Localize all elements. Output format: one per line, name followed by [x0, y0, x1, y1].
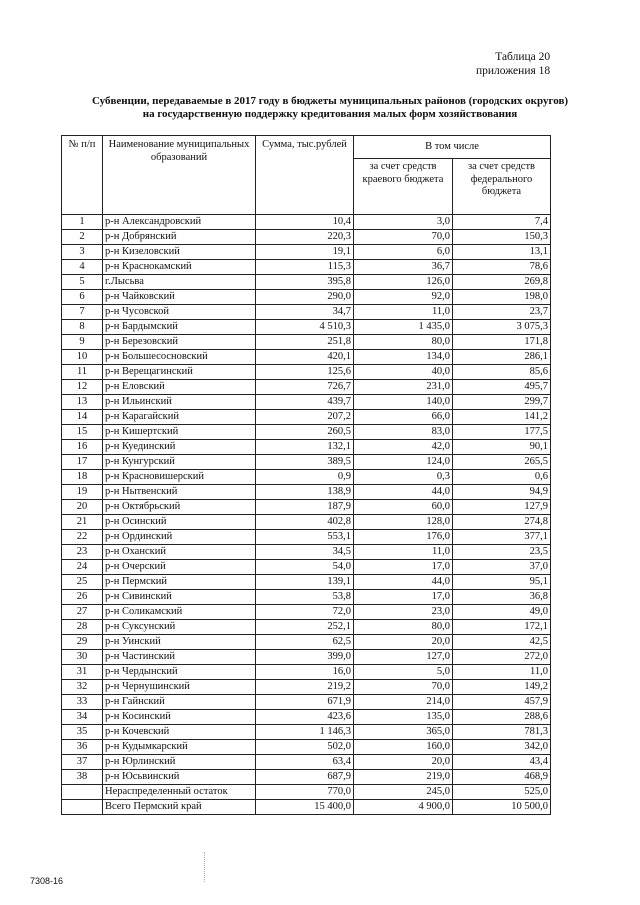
row-number: 32: [62, 680, 103, 695]
document-title: [60, 95, 600, 121]
row-sum: 439,7: [256, 395, 354, 410]
row-federal: 95,1: [453, 575, 551, 590]
row-number: 34: [62, 710, 103, 725]
row-number: [62, 785, 103, 800]
row-sum: 15 400,0: [256, 800, 354, 815]
row-number: 30: [62, 650, 103, 665]
row-sum: 399,0: [256, 650, 354, 665]
row-number: 20: [62, 500, 103, 515]
table-row: [62, 350, 551, 365]
row-name: р-н Пермский: [103, 575, 256, 590]
row-federal: 265,5: [453, 455, 551, 470]
row-regional: 60,0: [354, 500, 453, 515]
row-federal: 85,6: [453, 365, 551, 380]
row-number: 28: [62, 620, 103, 635]
row-name: р-н Кочевский: [103, 725, 256, 740]
row-name: р-н Чайковский: [103, 290, 256, 305]
row-sum: 63,4: [256, 755, 354, 770]
row-regional: 365,0: [354, 725, 453, 740]
row-sum: 553,1: [256, 530, 354, 545]
table-row: [62, 380, 551, 395]
table-row: [62, 680, 551, 695]
table-row: [62, 635, 551, 650]
row-number: 7: [62, 305, 103, 320]
row-regional: 11,0: [354, 305, 453, 320]
row-sum: 260,5: [256, 425, 354, 440]
row-federal: 457,9: [453, 695, 551, 710]
row-sum: 207,2: [256, 410, 354, 425]
row-name: р-н Сивинский: [103, 590, 256, 605]
row-name: р-н Ильинский: [103, 395, 256, 410]
row-regional: 135,0: [354, 710, 453, 725]
row-federal: 288,6: [453, 710, 551, 725]
row-number: 5: [62, 275, 103, 290]
row-sum: 389,5: [256, 455, 354, 470]
row-name: р-н Бардымский: [103, 320, 256, 335]
row-regional: 140,0: [354, 395, 453, 410]
table-row: [62, 245, 551, 260]
row-regional: 219,0: [354, 770, 453, 785]
row-regional: 17,0: [354, 590, 453, 605]
row-sum: 420,1: [256, 350, 354, 365]
row-federal: 272,0: [453, 650, 551, 665]
table-row: [62, 215, 551, 230]
row-federal: 23,5: [453, 545, 551, 560]
row-name: Всего Пермский край: [103, 800, 256, 815]
row-name: р-н Косинский: [103, 710, 256, 725]
row-number: 31: [62, 665, 103, 680]
table-row: [62, 725, 551, 740]
row-federal: 495,7: [453, 380, 551, 395]
row-number: 36: [62, 740, 103, 755]
row-federal: 274,8: [453, 515, 551, 530]
row-name: р-н Карагайский: [103, 410, 256, 425]
margin-mark: [204, 852, 206, 882]
table-row: [62, 395, 551, 410]
row-regional: 214,0: [354, 695, 453, 710]
row-regional: 11,0: [354, 545, 453, 560]
row-regional: 44,0: [354, 575, 453, 590]
row-regional: 124,0: [354, 455, 453, 470]
row-number: 6: [62, 290, 103, 305]
table-row: [62, 425, 551, 440]
row-number: 11: [62, 365, 103, 380]
row-sum: 115,3: [256, 260, 354, 275]
row-name: г.Лысьва: [103, 275, 256, 290]
row-regional: 70,0: [354, 230, 453, 245]
row-sum: 252,1: [256, 620, 354, 635]
row-name: р-н Октябрьский: [103, 500, 256, 515]
table-row: [62, 485, 551, 500]
row-number: 13: [62, 395, 103, 410]
row-regional: 4 900,0: [354, 800, 453, 815]
row-regional: 1 435,0: [354, 320, 453, 335]
row-regional: 44,0: [354, 485, 453, 500]
row-sum: 138,9: [256, 485, 354, 500]
table-row: [62, 410, 551, 425]
row-federal: 468,9: [453, 770, 551, 785]
row-federal: 525,0: [453, 785, 551, 800]
table-row: [62, 770, 551, 785]
row-regional: 42,0: [354, 440, 453, 455]
row-number: 12: [62, 380, 103, 395]
table-row: [62, 755, 551, 770]
row-name: Нераспределенный остаток: [103, 785, 256, 800]
row-name: р-н Кишертский: [103, 425, 256, 440]
row-number: 10: [62, 350, 103, 365]
appendix-number: приложения 18: [476, 65, 551, 77]
row-sum: 251,8: [256, 335, 354, 350]
row-federal: 198,0: [453, 290, 551, 305]
row-sum: 62,5: [256, 635, 354, 650]
row-regional: 127,0: [354, 650, 453, 665]
table-row: [62, 320, 551, 335]
row-federal: 781,3: [453, 725, 551, 740]
table-row: [62, 605, 551, 620]
row-regional: 80,0: [354, 620, 453, 635]
row-regional: 66,0: [354, 410, 453, 425]
table-row: [62, 740, 551, 755]
row-number: 35: [62, 725, 103, 740]
row-federal: 36,8: [453, 590, 551, 605]
row-sum: 502,0: [256, 740, 354, 755]
row-sum: 16,0: [256, 665, 354, 680]
row-number: 26: [62, 590, 103, 605]
row-federal: 49,0: [453, 605, 551, 620]
row-federal: 10 500,0: [453, 800, 551, 815]
row-name: р-н Еловский: [103, 380, 256, 395]
row-sum: 72,0: [256, 605, 354, 620]
row-number: 2: [62, 230, 103, 245]
row-number: 25: [62, 575, 103, 590]
row-name: р-н Очерский: [103, 560, 256, 575]
title-line-2: на государственную поддержку кредитования малых форм хозяйствования: [142, 108, 518, 120]
table-row: [62, 335, 551, 350]
row-name: р-н Соликамский: [103, 605, 256, 620]
row-federal: 23,7: [453, 305, 551, 320]
row-name: р-н Краснокамский: [103, 260, 256, 275]
row-sum: 671,9: [256, 695, 354, 710]
row-name: р-н Кизеловский: [103, 245, 256, 260]
row-name: р-н Большесосновский: [103, 350, 256, 365]
row-number: 33: [62, 695, 103, 710]
row-regional: 17,0: [354, 560, 453, 575]
row-number: 16: [62, 440, 103, 455]
table-row: [62, 530, 551, 545]
row-sum: 19,1: [256, 245, 354, 260]
row-sum: 395,8: [256, 275, 354, 290]
row-name: р-н Верещагинский: [103, 365, 256, 380]
row-sum: 423,6: [256, 710, 354, 725]
row-sum: 34,7: [256, 305, 354, 320]
row-name: р-н Чернушинский: [103, 680, 256, 695]
subsidy-table: [61, 135, 551, 815]
row-sum: 220,3: [256, 230, 354, 245]
row-name: р-н Оханский: [103, 545, 256, 560]
row-sum: 125,6: [256, 365, 354, 380]
row-name: р-н Юрлинский: [103, 755, 256, 770]
row-name: р-н Александровский: [103, 215, 256, 230]
row-number: 17: [62, 455, 103, 470]
table-row: [62, 800, 551, 815]
row-name: р-н Чусовской: [103, 305, 256, 320]
row-name: р-н Чердынский: [103, 665, 256, 680]
row-number: 3: [62, 245, 103, 260]
row-number: 1: [62, 215, 103, 230]
row-name: р-н Нытвенский: [103, 485, 256, 500]
row-name: р-н Уинский: [103, 635, 256, 650]
row-number: 18: [62, 470, 103, 485]
row-regional: 3,0: [354, 215, 453, 230]
row-federal: 342,0: [453, 740, 551, 755]
row-federal: 299,7: [453, 395, 551, 410]
row-regional: 160,0: [354, 740, 453, 755]
row-number: 29: [62, 635, 103, 650]
table-row: [62, 260, 551, 275]
table-row: [62, 470, 551, 485]
row-sum: 54,0: [256, 560, 354, 575]
row-regional: 20,0: [354, 755, 453, 770]
table-row: [62, 290, 551, 305]
row-regional: 92,0: [354, 290, 453, 305]
row-sum: 726,7: [256, 380, 354, 395]
row-federal: 377,1: [453, 530, 551, 545]
row-sum: 139,1: [256, 575, 354, 590]
row-regional: 23,0: [354, 605, 453, 620]
row-federal: 286,1: [453, 350, 551, 365]
header-federal: за счет средств федерального бюджета: [453, 159, 551, 215]
row-regional: 83,0: [354, 425, 453, 440]
row-sum: 132,1: [256, 440, 354, 455]
row-federal: 90,1: [453, 440, 551, 455]
header-sum: Сумма, тыс.рублей: [256, 136, 354, 215]
table-body: [62, 215, 551, 815]
row-sum: 0,9: [256, 470, 354, 485]
row-number: 27: [62, 605, 103, 620]
row-name: р-н Ординский: [103, 530, 256, 545]
table-row: [62, 500, 551, 515]
row-sum: 10,4: [256, 215, 354, 230]
table-row: [62, 560, 551, 575]
row-regional: 0,3: [354, 470, 453, 485]
row-sum: 219,2: [256, 680, 354, 695]
row-federal: 141,2: [453, 410, 551, 425]
row-federal: 0,6: [453, 470, 551, 485]
row-regional: 70,0: [354, 680, 453, 695]
table-number: Таблица 20: [495, 51, 551, 63]
row-sum: 1 146,3: [256, 725, 354, 740]
row-sum: 290,0: [256, 290, 354, 305]
row-federal: 127,9: [453, 500, 551, 515]
table-row: [62, 545, 551, 560]
footer-code: 7308-16: [30, 876, 64, 886]
row-regional: 134,0: [354, 350, 453, 365]
row-number: 23: [62, 545, 103, 560]
header-number: № п/п: [62, 136, 103, 215]
row-name: р-н Добрянский: [103, 230, 256, 245]
table-row: [62, 650, 551, 665]
row-regional: 36,7: [354, 260, 453, 275]
row-sum: 4 510,3: [256, 320, 354, 335]
row-name: р-н Осинский: [103, 515, 256, 530]
row-sum: 770,0: [256, 785, 354, 800]
table-row: [62, 695, 551, 710]
row-name: р-н Суксунский: [103, 620, 256, 635]
row-number: 24: [62, 560, 103, 575]
table-row: [62, 665, 551, 680]
row-number: 8: [62, 320, 103, 335]
row-sum: 687,9: [256, 770, 354, 785]
row-regional: 20,0: [354, 635, 453, 650]
title-line-1: Субвенции, передаваемые в 2017 году в бюджеты муниципальных районов (городских округов): [91, 95, 569, 107]
row-name: р-н Гайнский: [103, 695, 256, 710]
row-name: р-н Красновишерский: [103, 470, 256, 485]
row-regional: 80,0: [354, 335, 453, 350]
row-number: 38: [62, 770, 103, 785]
row-regional: 231,0: [354, 380, 453, 395]
row-sum: 34,5: [256, 545, 354, 560]
table-row: [62, 455, 551, 470]
table-row: [62, 305, 551, 320]
row-regional: 126,0: [354, 275, 453, 290]
table-row: [62, 275, 551, 290]
row-federal: 269,8: [453, 275, 551, 290]
row-federal: 7,4: [453, 215, 551, 230]
row-name: р-н Кунгурский: [103, 455, 256, 470]
table-row: [62, 575, 551, 590]
row-name: р-н Юсьвинский: [103, 770, 256, 785]
table-row: [62, 365, 551, 380]
table-reference: [476, 50, 550, 78]
row-federal: 42,5: [453, 635, 551, 650]
row-federal: 37,0: [453, 560, 551, 575]
row-number: 21: [62, 515, 103, 530]
row-federal: 13,1: [453, 245, 551, 260]
row-federal: 78,6: [453, 260, 551, 275]
row-number: 9: [62, 335, 103, 350]
row-name: р-н Березовский: [103, 335, 256, 350]
header-including: В том числе: [354, 136, 551, 159]
row-federal: 149,2: [453, 680, 551, 695]
row-regional: 40,0: [354, 365, 453, 380]
row-federal: 11,0: [453, 665, 551, 680]
table-row: [62, 515, 551, 530]
table-row: [62, 620, 551, 635]
row-regional: 176,0: [354, 530, 453, 545]
header-regional: за счет средств краевого бюджета: [354, 159, 453, 215]
row-federal: 150,3: [453, 230, 551, 245]
row-number: 15: [62, 425, 103, 440]
row-number: 14: [62, 410, 103, 425]
header-name: Наименование муниципальных образований: [103, 136, 256, 215]
row-number: 4: [62, 260, 103, 275]
table-row: [62, 785, 551, 800]
row-number: 37: [62, 755, 103, 770]
row-number: 19: [62, 485, 103, 500]
row-federal: 43,4: [453, 755, 551, 770]
row-federal: 3 075,3: [453, 320, 551, 335]
row-name: р-н Куединский: [103, 440, 256, 455]
table-row: [62, 710, 551, 725]
row-federal: 94,9: [453, 485, 551, 500]
row-regional: 5,0: [354, 665, 453, 680]
row-regional: 6,0: [354, 245, 453, 260]
row-sum: 187,9: [256, 500, 354, 515]
row-federal: 172,1: [453, 620, 551, 635]
table-row: [62, 590, 551, 605]
row-regional: 128,0: [354, 515, 453, 530]
row-regional: 245,0: [354, 785, 453, 800]
row-federal: 177,5: [453, 425, 551, 440]
row-sum: 53,8: [256, 590, 354, 605]
table-row: [62, 440, 551, 455]
row-number: [62, 800, 103, 815]
row-federal: 171,8: [453, 335, 551, 350]
row-number: 22: [62, 530, 103, 545]
row-name: р-н Кудымкарский: [103, 740, 256, 755]
row-sum: 402,8: [256, 515, 354, 530]
table-row: [62, 230, 551, 245]
row-name: р-н Частинский: [103, 650, 256, 665]
